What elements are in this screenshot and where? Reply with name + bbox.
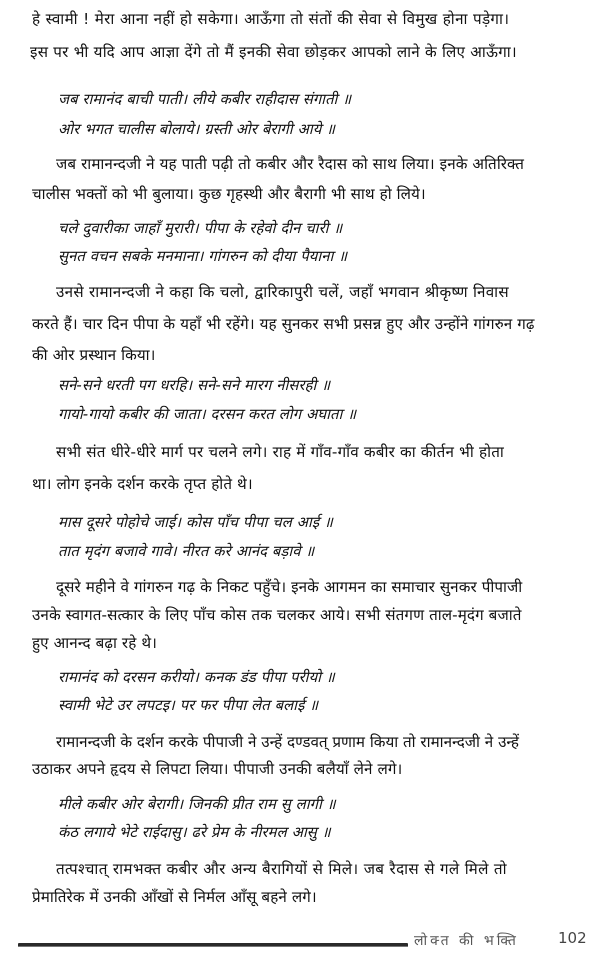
prose-line: दूसरे महीने वे गांगरुन गढ़ के निकट पहुँचे। इनके आगमन का समाचार सुनकर पीपाजी [56,578,523,596]
verse-line: मास दूसरे पोहोचे जाई। कोस पाँच पीपा चल आई ॥ [58,514,334,531]
verse-line: मीले कबीर ओर बेरागी। जिनकी प्रीत राम सु लागी ॥ [58,796,336,813]
prose-line: था। लोग इनके दर्शन करके तृप्त होते थे। [32,475,253,493]
prose-line: करते हैं। चार दिन पीपा के यहाँ भी रहेंगे। यह सुनकर सभी प्रसन्न हुए और उन्होंने गांगरुन गढ़ [32,315,535,333]
footer-rule-thin [18,946,408,947]
prose-line: चालीस भक्तों को भी बुलाया। कुछ गृहस्थी और बैरागी भी साथ हो लिये। [32,185,426,203]
verse-line: कंठ लगाये भेटे राईदासु। ढरे प्रेम के नीरमल आसु ॥ [58,824,331,841]
running-head: लोक्त की भक्ति [414,933,519,949]
verse-line: जब रामानंद बाची पाती। लीये कबीर राहीदास संगाती ॥ [58,91,352,108]
prose-line: जब रामानन्दजी ने यह पाती पढ़ी तो कबीर और रैदास को साथ लिया। इनके अतिरिक्त [56,155,525,173]
prose-line: प्रेमातिरेक में उनकी आँखों से निर्मल आँसू बहने लगे। [32,888,317,906]
verse-line: सुनत वचन सबके मनमाना। गांगरुन को दीया पैयाना ॥ [58,248,348,265]
page-number: 102 [558,929,587,947]
verse-line: गायो-गायो कबीर की जाता। दरसन करत लोग अघाता ॥ [58,406,357,423]
verse-line: तात मृदंग बजावे गावे। नीरत करे आनंद बड़ावे ॥ [58,543,315,560]
prose-line: रामानन्दजी के दर्शन करके पीपाजी ने उन्हें दण्डवत् प्रणाम किया तो रामानन्दजी ने उन्हें [56,733,519,751]
prose-line: इस पर भी यदि आप आज्ञा देंगे तो मैं इनकी सेवा छोड़कर आपको लाने के लिए आऊँगा। [30,43,517,61]
prose-line: की ओर प्रस्थान किया। [32,346,156,364]
prose-line: उनसे रामानन्दजी ने कहा कि चलो, द्वारिकापुरी चलें, जहाँ भगवान श्रीकृष्ण निवास [56,283,509,301]
prose-line: सभी संत धीरे-धीरे मार्ग पर चलने लगे। राह में गाँव-गाँव कबीर का कीर्तन भी होता [56,443,505,461]
verse-line: ओर भगत चालीस बोलाये। ग्रस्ती ओर बेरागी आये ॥ [58,121,336,138]
verse-line: चले दुवारीका जाहाँ मुरारी। पीपा के रहेवो दीन चारी ॥ [58,220,343,237]
verse-line: रामानंद को दरसन करीयो। कनक डंड पीपा परीयो ॥ [58,669,335,686]
prose-line: हुए आनन्द बढ़ा रहे थे। [32,634,157,652]
prose-line: तत्पश्चात् रामभक्त कबीर और अन्य बैरागियों से मिले। जब रैदास से गले मिले तो [56,860,507,878]
prose-line: हे स्वामी ! मेरा आना नहीं हो सकेगा। आऊँगा तो संतों की सेवा से विमुख होना पड़ेगा। [32,10,510,28]
prose-line: उठाकर अपने हृदय से लिपटा लिया। पीपाजी उनकी बलैयाँ लेने लगे। [32,760,403,778]
prose-line: उनके स्वागत-सत्कार के लिए पाँच कोस तक चलकर आये। सभी संतगण ताल-मृदंग बजाते [32,606,522,624]
verse-line: स्वामी भेटे उर लपटइ। पर फर पीपा लेत बलाई ॥ [58,697,319,714]
verse-line: सने-सने धरती पग धरहि। सने-सने मारग नीसरही ॥ [58,377,331,394]
